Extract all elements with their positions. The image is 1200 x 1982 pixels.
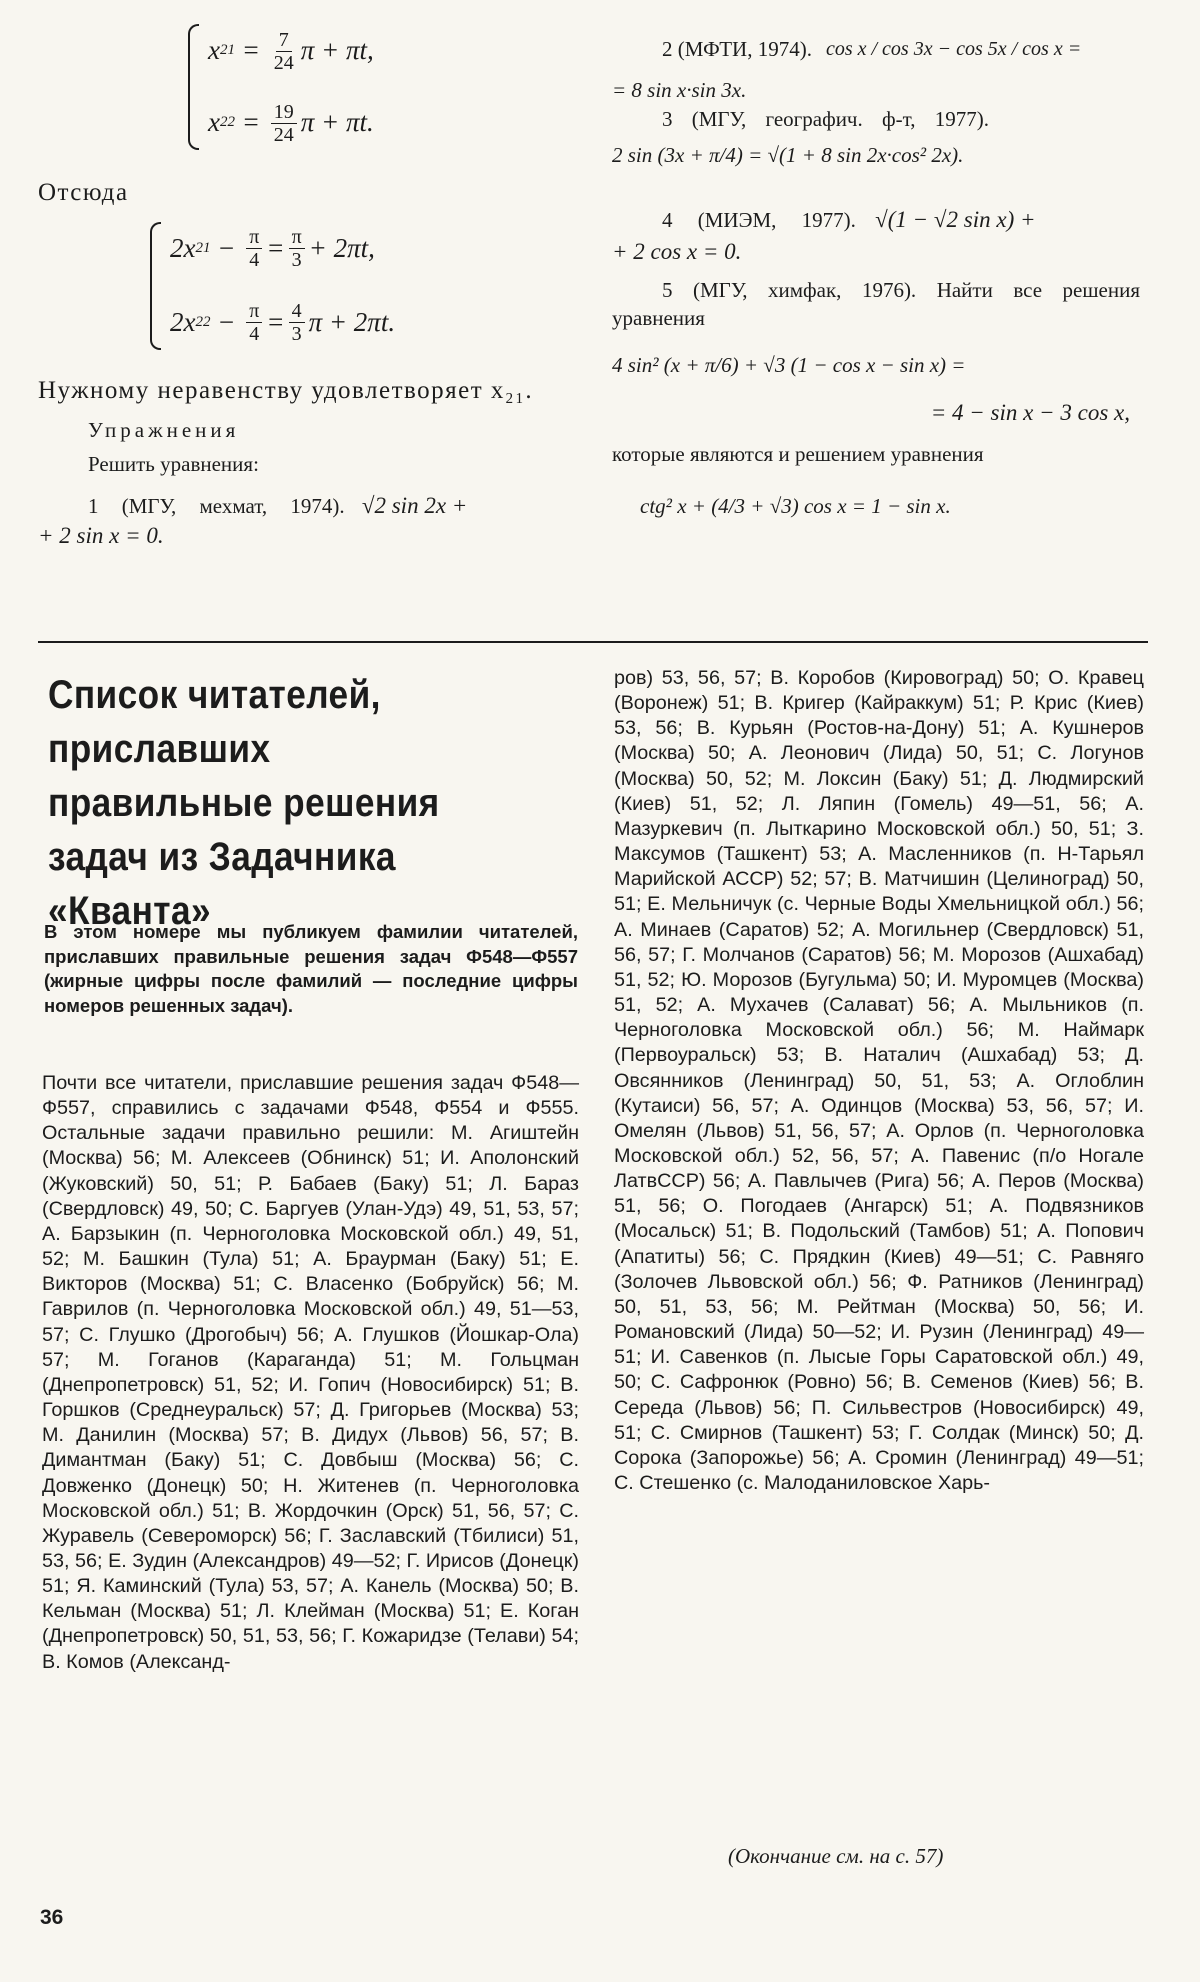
system-1 [188, 20, 578, 154]
exercise-2-equation-b: = 8 sin x·sin 3x. [612, 78, 747, 102]
solve-equations-text: Решить уравнения: [88, 451, 259, 476]
exercise-5-equation-c: ctg² x + (4/3 + √3) cos x = 1 − sin x. [640, 494, 951, 519]
list-title: Список читателей, приславших правильные решения задач из Задачника «Кванта» [48, 673, 440, 933]
exercise-1-equation-b: + 2 sin x = 0. [38, 523, 164, 549]
exercise-5-label: 5 (МГУ, химфак, 1976). Найти все решения уравнения [612, 278, 1140, 331]
exercise-4-label: 4 (МИЭМ, 1977). [662, 208, 856, 233]
system-1-line-2: x 22 = $\frac{19}{24}$ π + πt. [208, 100, 374, 146]
continuation-note: (Окончание см. на с. 57) [728, 1844, 944, 1868]
top-right-column [612, 20, 1140, 519]
system-2-line-2: 2x 22 − $\frac{\pi}{4}$ = $\frac{4}{3}$ π + 2πt. [170, 300, 396, 346]
list-body-right [614, 666, 1144, 1496]
exercise-4 [612, 204, 1140, 235]
exercise-1-equation-a: √2 sin 2x + [361, 493, 468, 519]
exercise-5-equation-a: 4 sin² (x + π/6) + √3 (1 − cos x − sin x) = [612, 352, 966, 377]
exercise-2 [612, 20, 1140, 78]
section-divider [38, 641, 1148, 643]
system-2 [150, 218, 578, 354]
exercise-3-equation: 2 sin (3x + π/4) = √(1 + 8 sin 2x·cos² 2x). [612, 143, 964, 168]
system-1-line-1: x 21 = $\frac{7}{24}$ π + πt, [208, 28, 374, 74]
list-body-left [42, 1071, 579, 1675]
exercises-heading: Упражнения [88, 417, 240, 442]
page-number: 36 [40, 1906, 64, 1929]
exercise-1 [38, 490, 578, 521]
exercise-4-equation-a: √(1 − √2 sin x) + [875, 207, 1036, 233]
exercise-3-label: 3 (МГУ, географич. ф-т, 1977). [662, 107, 989, 131]
exercise-2-label: 2 (МФТИ, 1974). [662, 36, 812, 61]
list-body-right-text: ров) 53, 56, 57; В. Коробов (Кировоград) 50; О. Кравец (Воронеж) 51; В. Кригер (Кайраккум) 51; Р. Крис (Киев) 53, 56; В. Курьян (Ростов-на-Дону) 51; А. Кушнеров (Москва) 50; А. Леонович (Лида) 50, 51; С. Логунов (Москва) 50, 52; М. Локсин (Баку) 51; Д. Людмирский (Киев) 51, 52; Л. Ляпин (Гомель) 49—51, 56; А. Мазуркевич (п. Лыткарино Московской обл.) 50, 51; З. Максумов (Ташкент) 53; А. Масленников (п. Н-Тарьял Марийской АССР) 52; 57; В. Матчишин (Целиноград) 50, 51; Е. Мельничук (с. Черные Воды Хмельницкой обл.) 56; А. Минаев (Саратов) 52; А. Могильнер (Свердловск) 51, 56, 57; Г. Молчанов (Саратов) 56; М. Морозов (Ашхабад) 51, 52; Ю. Морозов (Бугульма) 50; И. Муромцев (Москва) 51, 52; А. Мухачев (Салават) 56; А. Мыльников (п. Черноголовка Московской обл.) 56; М. Наймарк (Первоуральск) 53; В. Наталич (Ашхабад) 53; Д. Овсянников (Ленинград) 50, 51, 53; А. Оглоблин (Кутаиси) 56, 57; А. Одинцов (Москва) 53, 56, 57; И. Омелян (Львов) 51, 56, 57; А. Орлов (п. Черноголовка Московской обл.) 52, 56, 57; А. Павенис (п/о Ногале ЛатвССР) 56; А. Павлычев (Рига) 56; А. Перов (Москва) 51, 56; О. Погодаев (Ангарск) 51; А. Подвязников (Мосальск) 51; В. Подольский (Тамбов) 51; А. Попович (Апатиты) 56; С. Прядкин (Киев) 49—51; С. Равняго (Золочев Львовской обл.) 56; Ф. Ратников (Ленинград) 50, 51, 53, 56; М. Рейтман (Москва) 50, 56; И. Романовский (Лида) 50—52; И. Рузин (Ленинград) 49—51; И. Савенков (п. Лысые Горы Саратовской обл.) 49, 50; С. Сафронюк (Ровно) 56; В. Семенов (Киев) 56; В. Середа (Львов) 56; П. Сильвестров (Новосибирск) 49, 51; С. Смирнов (Ташкент) 53; Г. Солдак (Минск) 50; Д. Сорока (Запорожье) 56; А. Сромин (Ленинград) 49—51; С. Стешенко (с. Малоданиловское Харь- [614, 667, 1144, 1494]
system-2-line-1: 2x 21 − $\frac{\pi}{4}$ = $\frac{\pi}{3}$ + 2πt, [170, 226, 375, 272]
list-intro: В этом номере мы публикуем фамилии читателей, приславших правильные решения задач Ф548—Ф557 (жирные цифры после фамилий — последние цифры номеров решенных задач). [44, 921, 578, 1016]
exercise-1-label: 1 (МГУ, мехмат, 1974). [88, 494, 345, 519]
list-body-left-text: Почти все читатели, приславшие решения задач Ф548—Ф557, справились с задачами Ф548, Ф554 и Ф555. Остальные задачи правильно решили: М. Агиштейн (Москва) 56; М. Алексеев (Обнинск) 51; И. Аполонский (Жуковский) 50, 51; Р. Бабаев (Баку) 51; Л. Бараз (Свердловск) 49, 50; С. Баргуев (Улан-Удэ) 49, 51, 53, 57; А. Барзыкин (п. Черноголовка Московской обл.) 49, 51, 52; М. Башкин (Тула) 51; А. Браурман (Баку) 51; Е. Викторов (Москва) 51; С. Власенко (Бобруйск) 56; М. Гаврилов (п. Черноголовка Московской обл.) 49, 51—53, 57; С. Глушко (Дрогобыч) 56; А. Глушков (Йошкар-Ола) 57; М. Гоганов (Караганда) 51; М. Гольцман (Днепропетровск) 51, 52; И. Гопич (Новосибирск) 51; В. Горшков (Среднеуральск) 57; Д. Григорьев (Москва) 53; М. Данилин (Москва) 57; В. Дидух (Львов) 56, 57; В. Димантман (Баку) 51; С. Довбыш (Москва) 56; С. Довженко (Донецк) 50; Н. Житенев (п. Черноголовка Московской обл.) 51; В. Жордочкин (Орск) 51, 56, 57; С. Журавель (Североморск) 56; Г. Заславский (Тбилиси) 51, 53, 56; Е. Зудин (Александров) 49—52; Г. Ирисов (Донецк) 51; Я. Каминский (Тула) 53, 57; А. Канель (Москва) 50; В. Кельман (Москва) 51; Л. Клейман (Москва) 51; Е. Коган (Днепропетровск) 50, 51, 53, 56; Г. Кожаридзе (Телави) 54; В. Комов (Александ- [42, 1072, 579, 1673]
exercise-4-equation-b: + 2 cos x = 0. [612, 239, 742, 265]
exercise-2-equation-a: cos x / cos 3x − cos 5x / cos x = [825, 37, 1082, 60]
top-left-column [38, 20, 578, 549]
hence-text: Отсюда [38, 179, 129, 206]
conclusion-text: Нужному неравенству удовлетворяет x₂₁. [38, 376, 534, 404]
exercise-5-text: которые являются и решением уравнения [612, 441, 984, 466]
exercise-5-equation-b: = 4 − sin x − 3 cos x, [930, 399, 1130, 425]
